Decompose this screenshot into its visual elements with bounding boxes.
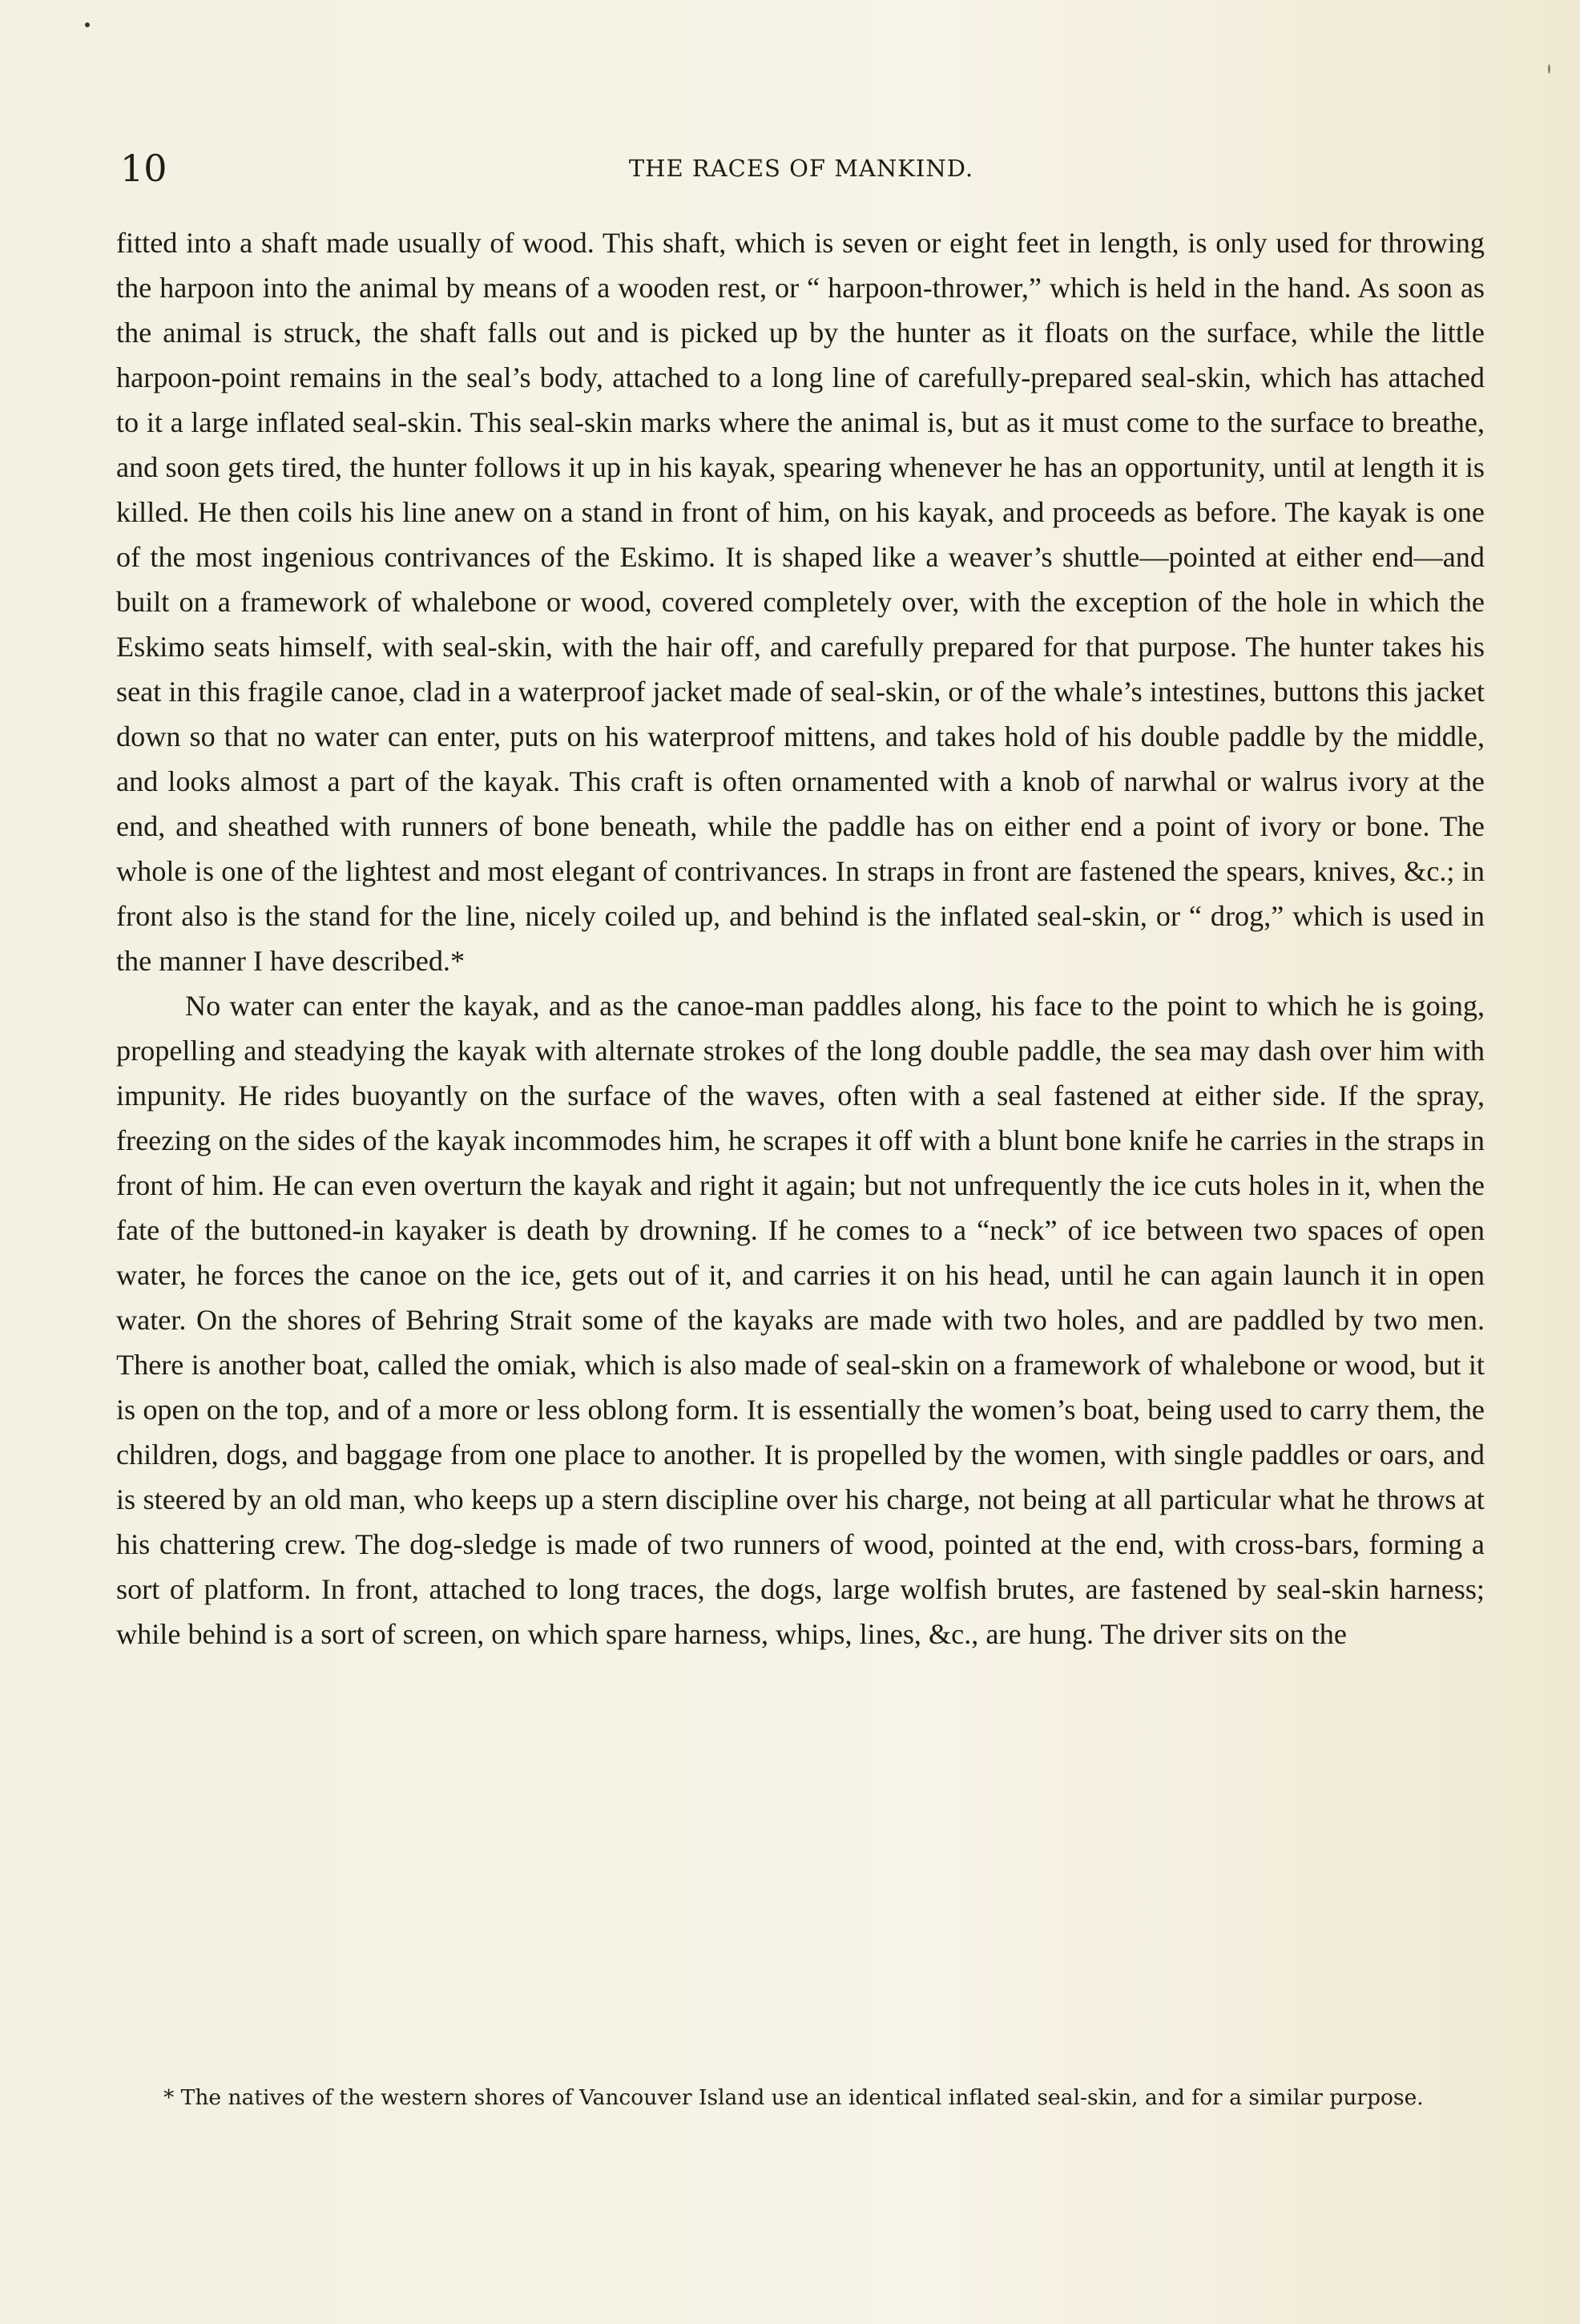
paragraph: No water can enter the kayak, and as the canoe-man paddles along, his face to the point to which he is going, propelling and steadying the kayak with alternate strokes of the long double paddle, the sea may dash over him with impunity. He rides buoyantly on the surface of the waves, often with a seal fastened at either side. If the spray, freezing on the sides of the kayak incommodes him, he scrapes it off with a blunt bone knife he carries in the straps in front of him. He can even overturn the kayak and right it again; but not unfrequently the ice cuts holes in it, when the fate of the buttoned-in kayaker is death by drowning. If he comes to a “neck” of ice between two spaces of open water, he forces the canoe on the ice, gets out of it, and carries it on his head, until he can again launch it in open water. On the shores of Behring Strait some of the kayaks are made with two holes, and are paddled by two men. There is another boat, called the omiak, which is also made of seal-skin on a framework of whalebone or wood, but it is open on the top, and of a more or less oblong form. It is essentially the women’s boat, being used to carry them, the children, dogs, and baggage from one place to another. It is propelled by the women, with single paddles or oars, and is steered by an old man, who keeps up a stern discipline over his charge, not being at all particular what he throws at his chattering crew. The dog-sledge is made of two runners of wood, pointed at the end, with cross-bars, forming a sort of platform. In front, attached to long traces, the dogs, large wolfish brutes, are fastened by seal-skin harness; while behind is a sort of screen, on which spare harness, whips, lines, &c., are hung. The driver sits on the: [116, 990, 1485, 1650]
body-text: [116, 220, 1485, 1656]
paragraph: fitted into a shaft made usually of wood. This shaft, which is seven or eight feet in length, is only used for throwing the harpoon into the animal by means of a wooden rest, or “ harpoon-thrower,” which is held in the hand. As soon as the animal is struck, the shaft falls out and is picked up by the hunter as it floats on the surface, while the little harpoon-point remains in the seal’s body, attached to a long line of carefully-prepared seal-skin, which has attached to it a large inflated seal-skin. This seal-skin marks where the animal is, but as it must come to the surface to breathe, and soon gets tired, the hunter follows it up in his kayak, spearing whenever he has an opportunity, until at length it is killed. He then coils his line anew on a stand in front of him, on his kayak, and proceeds as before. The kayak is one of the most ingenious contrivances of the Eskimo. It is shaped like a weaver’s shuttle—pointed at either end—and built on a framework of whalebone or wood, covered completely over, with the exception of the hole in which the Eskimo seats himself, with seal-skin, with the hair off, and carefully prepared for that purpose. The hunter takes his seat in this fragile canoe, clad in a waterproof jacket made of seal-skin, or of the whale’s intestines, buttons this jacket down so that no water can enter, puts on his waterproof mittens, and takes hold of his double paddle by the middle, and looks almost a part of the kayak. This craft is often ornamented with a knob of narwhal or walrus ivory at the end, and sheathed with runners of bone beneath, while the paddle has on either end a point of ivory or bone. The whole is one of the lightest and most elegant of contrivances. In straps in front are fastened the spears, knives, &c.; in front also is the stand for the line, nicely coiled up, and behind is the inflated seal-skin, or “ drog,” which is used in the manner I have described.*: [116, 227, 1485, 977]
ink-speck: [85, 22, 90, 27]
page-header: [120, 144, 1482, 192]
footnote: [114, 2080, 1484, 2116]
page-number: 10: [120, 147, 167, 190]
ink-speck: [1548, 64, 1550, 74]
footnote-text: * The natives of the western shores of Vancouver Island use an identical inflated seal-skin, and for a similar purpose.: [163, 2085, 1424, 2110]
running-title: THE RACES OF MANKIND.: [628, 155, 974, 182]
